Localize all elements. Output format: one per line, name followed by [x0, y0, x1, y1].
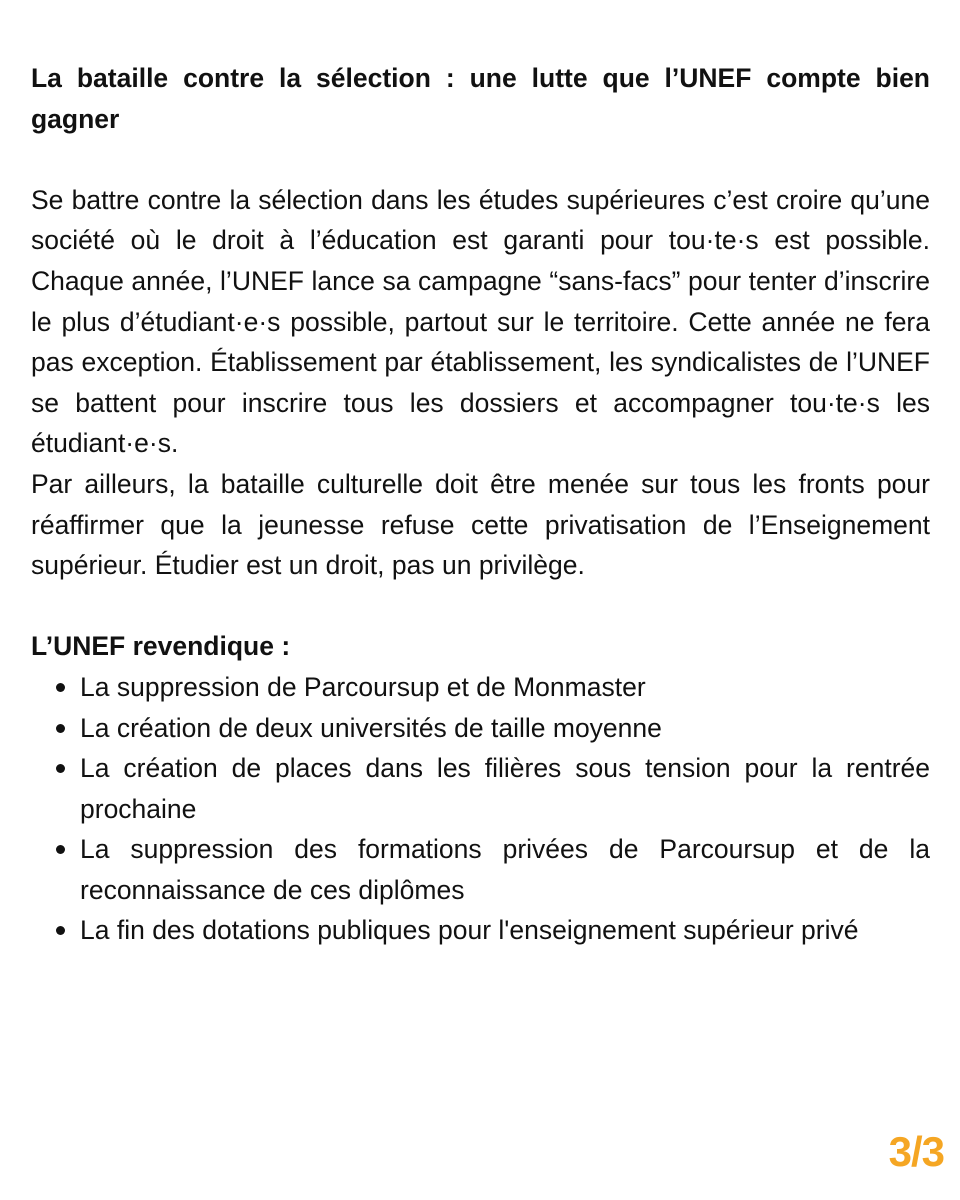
bullet-icon	[56, 845, 65, 854]
list-item	[31, 910, 930, 951]
page-indicator: 3/3	[888, 1128, 944, 1175]
list-item	[31, 667, 930, 708]
list-item-text: La création de places dans les filières sous tension pour la rentrée prochaine	[80, 753, 930, 824]
list-item	[31, 748, 930, 829]
bullet-icon	[56, 683, 65, 692]
document-body	[31, 58, 930, 951]
bullet-icon	[56, 764, 65, 773]
list-item	[31, 708, 930, 749]
section-heading: La bataille contre la sélection : une lutte que l’UNEF compte bien gagner	[31, 63, 930, 134]
paragraph-2: Par ailleurs, la bataille culturelle doit être menée sur tous les fronts pour réaffirmer que la jeunesse refuse cette privatisation de l’Enseignement supérieur. Étudier est un droit, pas un privilège.	[31, 468, 930, 581]
list-item	[31, 829, 930, 910]
spacer	[31, 586, 930, 627]
bullet-icon	[56, 724, 65, 733]
list-item-text: La suppression de Parcoursup et de Monmaster	[80, 671, 646, 702]
list-item-text: La création de deux universités de taille moyenne	[80, 712, 662, 743]
bullet-icon	[56, 926, 65, 935]
demands-list	[31, 667, 930, 951]
demands-title: L’UNEF revendique :	[31, 631, 291, 662]
list-item-text: La fin des dotations publiques pour l'enseignement supérieur privé	[80, 915, 859, 946]
paragraph-1: Se battre contre la sélection dans les études supérieures c’est croire qu’une société où le droit à l’éducation est garanti pour tou·te·s est possible. Chaque année, l’UNEF lance sa campagne “sans-facs” pour tenter d’inscrire le plus d’étudiant·e·s possible, partout sur le territoire. Cette année ne fera pas exception. Établissement par établissement, les syndicalistes de l’UNEF se battent pour inscrire tous les dossiers et accompagner tou·te·s les étudiant·e·s.	[31, 184, 930, 459]
list-item-text: La suppression des formations privées de Parcoursup et de la reconnaissance de ces diplômes	[80, 834, 930, 905]
spacer	[31, 139, 930, 180]
